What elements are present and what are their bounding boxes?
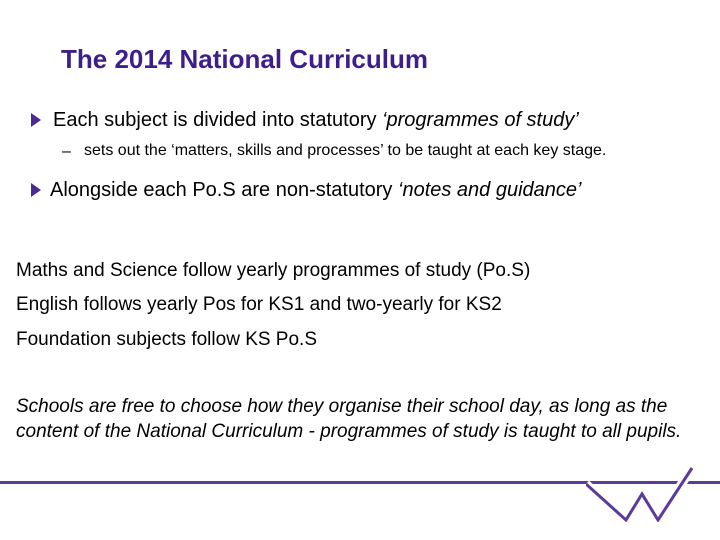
sub-bullet-text: sets out the ‘matters, skills and processes’ to be taught at each key stage. [84, 142, 607, 159]
paragraph-foundation: Foundation subjects follow KS Po.S [16, 329, 318, 350]
bullet-emphasis: ‘programmes of study’ [382, 109, 579, 131]
paragraph-english: English follows yearly Pos for KS1 and two-yearly for KS2 [16, 294, 502, 315]
slide-title: The 2014 National Curriculum [61, 44, 428, 74]
bullet-arrow-icon [31, 183, 41, 197]
w-logo-icon [586, 466, 716, 522]
bullet-notes-and-guidance [50, 179, 581, 202]
bullet-programmes-of-study [53, 109, 579, 132]
sub-bullet-dash: – [62, 143, 71, 160]
bullet-lead: Each subject is divided into statutory [53, 109, 383, 131]
bullet-lead: Alongside each Po.S are non-statutory [50, 179, 398, 201]
paragraph-maths-science: Maths and Science follow yearly programmes of study (Po.S) [16, 260, 531, 281]
closing-statement: Schools are free to choose how they organise their school day, as long as the content of the National Curriculum - programmes of study is taught to all pupils. [16, 396, 682, 442]
bullet-emphasis: ‘notes and guidance’ [398, 179, 582, 201]
bullet-arrow-icon [31, 113, 41, 127]
